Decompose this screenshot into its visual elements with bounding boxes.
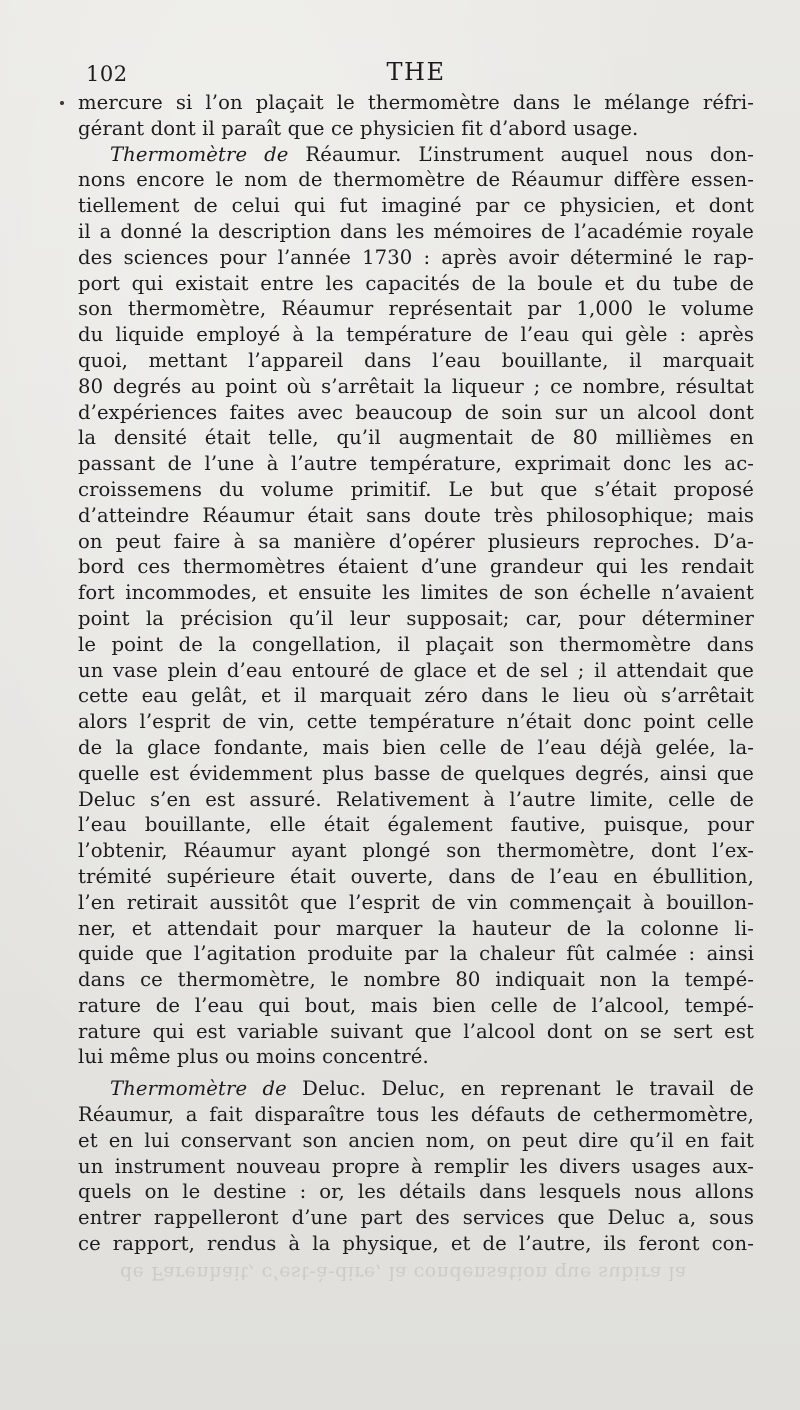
text-line [78, 761, 754, 787]
line-text: quoi, mettant l’appareil dans l’eau bouillante, il marquait [78, 348, 754, 372]
text-line [78, 271, 754, 297]
line-text: la densité était telle, qu’il augmentait de 80 millièmes en [78, 426, 754, 450]
text-line [78, 167, 754, 193]
line-text: bord ces thermomètres étaient d’une grandeur qui les rendait [78, 555, 754, 579]
text-line [78, 1154, 754, 1180]
text-line [78, 683, 754, 709]
text-line [78, 503, 754, 529]
margin-mark [60, 101, 64, 105]
text-line [78, 477, 754, 503]
line-text: 80 degrés au point où s’arrêtait la liqueur ; ce nombre, résultat [78, 374, 754, 398]
line-text: le point de la congellation, il plaçait son thermomètre dans [78, 632, 754, 656]
line-text: ner, et attendait pour marquer la hauteur de la colonne li- [78, 916, 754, 940]
text-line [78, 142, 754, 168]
line-text: fort incommodes, et ensuite les limites de son échelle n’avaient [78, 581, 754, 605]
text-line [78, 322, 754, 348]
line-text: dans ce thermomètre, le nombre 80 indiquait non la tempé- [78, 968, 754, 992]
text-line [78, 296, 754, 322]
text-line [78, 838, 754, 864]
line-text: nons encore le nom de thermomètre de Réaumur diffère essen- [78, 168, 754, 192]
line-text: d’expériences faites avec beaucoup de soin sur un alcool dont [78, 400, 754, 424]
page-header [78, 58, 754, 90]
line-text: point la précision qu’il leur supposait; car, pour déterminer [78, 606, 754, 630]
line-text: on peut faire à sa manière d’opérer plusieurs reproches. D’a- [78, 529, 754, 553]
text-line [78, 1231, 754, 1257]
line-text: des sciences pour l’année 1730 : après avoir déterminé le rap- [78, 245, 754, 269]
line-text: gérant dont il paraît que ce physicien fit d’abord usage. [78, 116, 639, 140]
text-line [78, 1205, 754, 1231]
line-text: croissemens du volume primitif. Le but que s’était proposé [78, 477, 754, 501]
text-line [78, 1179, 754, 1205]
line-text: alors l’esprit de vin, cette température n’était donc point celle [78, 710, 754, 734]
paragraph [78, 142, 754, 1071]
line-text: rature qui est variable suivant que l’alcool dont on se sert est [78, 1019, 754, 1043]
line-text: Deluc s’en est assuré. Relativement à l’autre limite, celle de [78, 787, 754, 811]
line-text: l’en retirait aussitôt que l’esprit de vin commençait à bouillon- [78, 890, 754, 914]
line-text: port qui existait entre les capacités de la boule et du tube de [78, 271, 754, 295]
paragraph [78, 1076, 754, 1257]
line-text: tiellement de celui qui fut imaginé par ce physicien, et dont [78, 194, 754, 218]
text-line [78, 245, 754, 271]
line-text: quide que l’agitation produite par la chaleur fût calmée : ainsi [78, 942, 754, 966]
line-text: rature de l’eau qui bout, mais bien celle de l’alcool, tempé- [78, 993, 754, 1017]
text-line [78, 1102, 754, 1128]
text-line [78, 735, 754, 761]
text-line [78, 967, 754, 993]
text-line [78, 425, 754, 451]
text-line [78, 90, 754, 116]
line-text: Réaumur, a fait disparaître tous les défauts de cethermomètre, [78, 1103, 754, 1127]
text-line [78, 916, 754, 942]
text-line [78, 219, 754, 245]
text-line [78, 941, 754, 967]
line-text: quelle est évidemment plus basse de quelques degrés, ainsi que [78, 761, 754, 785]
text-line [78, 348, 754, 374]
line-text: du liquide employé à la température de l’eau qui gèle : après [78, 323, 754, 347]
line-text: de la glace fondante, mais bien celle de l’eau déjà gelée, la- [78, 735, 754, 759]
line-text: l’obtenir, Réaumur ayant plongé son thermomètre, dont l’ex- [78, 839, 754, 863]
text-line [78, 374, 754, 400]
body-text [78, 90, 754, 1257]
line-text: un vase plein d’eau entouré de glace et de sel ; il attendait que [78, 658, 754, 682]
line-text: cette eau gelât, et il marquait zéro dans le lieu où s’arrêtait [78, 684, 754, 708]
text-line [78, 993, 754, 1019]
text-line [78, 864, 754, 890]
text-line [78, 1019, 754, 1045]
line-text: ce rapport, rendus à la physique, et de l’autre, ils feront con- [78, 1232, 754, 1256]
line-text: passant de l’une à l’autre température, exprimait donc les ac- [78, 452, 754, 476]
text-line [78, 400, 754, 426]
text-line [78, 554, 754, 580]
bleed-through-text: de Farenhait, c’est-à-dire, la condensation que subira la [120, 1262, 687, 1284]
line-text: trémité supérieure était ouverte, dans de l’eau en ébullition, [78, 864, 754, 888]
text-line [78, 787, 754, 813]
text-line [78, 580, 754, 606]
text-line [78, 451, 754, 477]
text-line [78, 658, 754, 684]
paragraph [78, 90, 754, 142]
text-line [78, 632, 754, 658]
line-text: et en lui conservant son ancien nom, on peut dire qu’il en fait [78, 1128, 754, 1152]
line-text: son thermomètre, Réaumur représentait par 1,000 le volume [78, 297, 754, 321]
italic-heading: Thermomètre de [110, 1077, 287, 1101]
line-text: entrer rappelleront d’une part des services que Deluc a, sous [78, 1206, 754, 1230]
line-text: quels on le destine : or, les détails dans lesquels nous allons [78, 1180, 754, 1204]
text-line [78, 529, 754, 555]
italic-heading: Thermomètre de [110, 142, 289, 166]
line-text: un instrument nouveau propre à remplir les divers usages aux- [78, 1154, 754, 1178]
line-text: Réaumur. L’instrument auquel nous don- [288, 142, 754, 166]
text-line [78, 606, 754, 632]
text-line [78, 193, 754, 219]
line-text: il a donné la description dans les mémoires de l’académie royale [78, 219, 754, 243]
page-number: 102 [86, 62, 128, 86]
text-line [78, 709, 754, 735]
text-line [78, 116, 754, 142]
line-text: d’atteindre Réaumur était sans doute très philosophique; mais [78, 503, 754, 527]
text-line [78, 1076, 754, 1102]
text-line [78, 1044, 754, 1070]
text-line [78, 812, 754, 838]
line-text: Deluc. Deluc, en reprenant le travail de [286, 1077, 754, 1101]
text-line [78, 890, 754, 916]
running-head: THE [386, 58, 446, 86]
text-line [78, 1128, 754, 1154]
line-text: l’eau bouillante, elle était également fautive, puisque, pour [78, 813, 754, 837]
line-text: lui même plus ou moins concentré. [78, 1045, 429, 1069]
line-text: mercure si l’on plaçait le thermomètre dans le mélange réfri- [78, 91, 754, 114]
